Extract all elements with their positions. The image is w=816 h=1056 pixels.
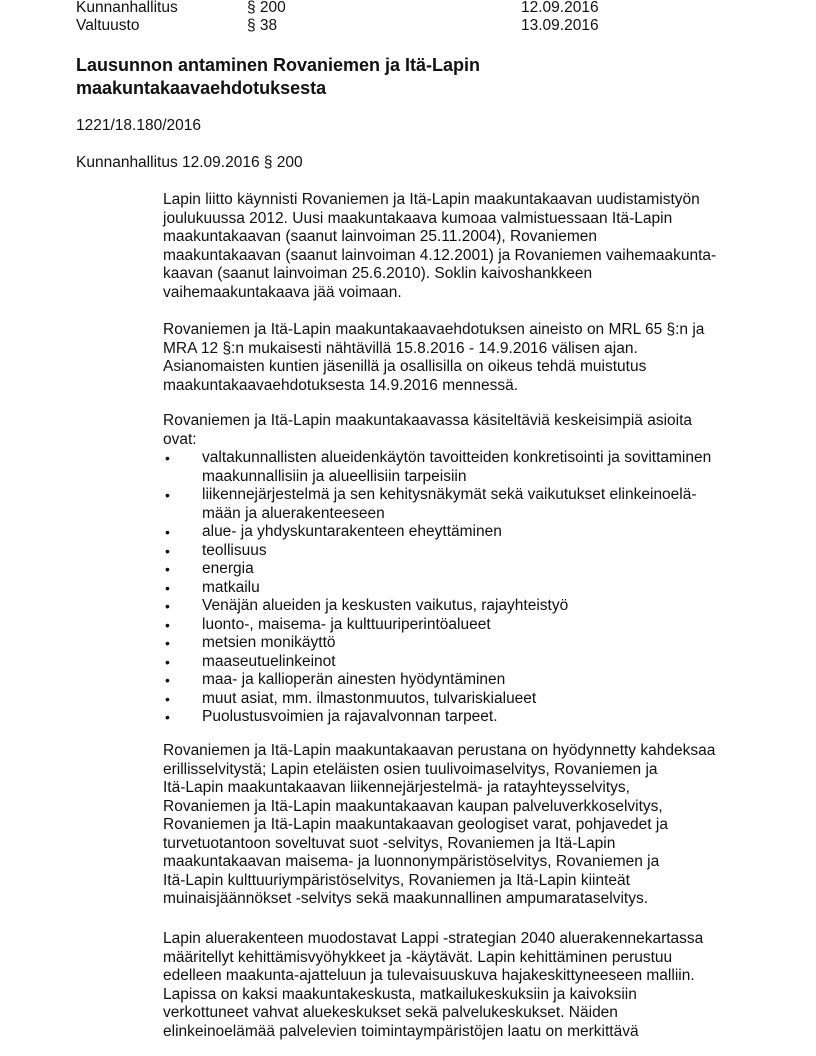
meeting-reference: Kunnanhallitus 12.09.2016 § 200 bbox=[76, 154, 303, 171]
list-item bbox=[163, 560, 711, 579]
text-line: kaavan (saanut lainvoiman 25.6.2010). Soklin kaivoshankkeen bbox=[163, 265, 593, 282]
list-item bbox=[163, 486, 711, 523]
bullet-icon: • bbox=[165, 561, 170, 577]
text-line: Lapissa on kaksi maakuntakeskusta, matkailukeskuksiin ja kaivoksiin bbox=[163, 985, 637, 1003]
header-body: Kunnanhallitus bbox=[76, 0, 178, 16]
list-item-line: liikennejärjestelmä ja sen kehitysnäkymät sekä vaikutukset elinkeinoelä- bbox=[202, 486, 697, 503]
header-section: § 200 bbox=[247, 0, 286, 16]
paragraph-4 bbox=[163, 742, 715, 909]
list-item-line: teollisuus bbox=[202, 541, 267, 559]
text-line: erillisselvitystä; Lapin eteläisten osien tuulivoimaselvitys, Rovaniemen ja bbox=[163, 760, 658, 778]
list-item-line: maakunnallisiin ja alueellisiin tarpeisiin bbox=[202, 467, 467, 485]
list-item-line: valtakunnallisten alueidenkäytön tavoitteiden konkretisointi ja sovittaminen bbox=[202, 449, 712, 466]
list-item bbox=[163, 671, 711, 690]
text-line: maakuntakaavan maisema- ja luonnonympäristöselvitys, Rovaniemen ja bbox=[163, 853, 660, 870]
text-line: Rovaniemen ja Itä-Lapin maakuntakaavan geologiset varat, pohjavedet ja bbox=[163, 816, 668, 833]
text-line: Rovaniemen ja Itä-Lapin maakuntakaavaehdotuksen aineisto on MRL 65 §:n ja bbox=[163, 321, 705, 338]
list-item-line: mään ja aluerakenteeseen bbox=[202, 504, 385, 522]
bullet-icon: • bbox=[165, 653, 170, 670]
text-line: elinkeinoelämää palvelevien toimintaympäristöjen laatu on merkittävä bbox=[163, 1022, 639, 1040]
text-line: verkottuneet vahvat aluekeskukset sekä palvelukeskukset. Näiden bbox=[163, 1004, 618, 1021]
header-body: Valtuusto bbox=[76, 17, 140, 34]
list-item bbox=[163, 690, 711, 709]
list-item-line: luonto-, maisema- ja kulttuuriperintöalueet bbox=[202, 615, 491, 633]
list-item-line: maa- ja kallioperän ainesten hyödyntäminen bbox=[202, 671, 506, 688]
bullet-icon: • bbox=[165, 450, 170, 466]
bullet-icon: • bbox=[165, 542, 170, 559]
text-line: Itä-Lapin maakuntakaavan liikennejärjestelmä- ja ratayhteysselvitys, bbox=[163, 779, 630, 796]
text-line: maakuntakaavan (saanut lainvoiman 4.12.2001) ja Rovaniemen vaihemaakunta- bbox=[163, 246, 717, 264]
bullet-icon: • bbox=[165, 709, 170, 725]
list-item-line: matkailu bbox=[202, 578, 260, 596]
text-line: edelleen maakunta-ajatteluun ja tulevaisuuskuva hajakeskittyneeseen malliin. bbox=[163, 967, 695, 984]
header-date: 12.09.2016 bbox=[521, 0, 599, 16]
bullet-icon: • bbox=[165, 635, 170, 651]
list-item-line: muut asiat, mm. ilmastonmuutos, tulvariskialueet bbox=[202, 689, 537, 707]
bullet-icon: • bbox=[165, 672, 170, 688]
list-item-line: energia bbox=[202, 560, 254, 577]
text-line: Lapin aluerakenteen muodostavat Lappi -strategian 2040 aluerakennekartassa bbox=[163, 930, 704, 947]
list-item bbox=[163, 634, 711, 653]
record-number: 1221/18.180/2016 bbox=[76, 117, 201, 134]
list-item bbox=[163, 616, 711, 635]
text-line: määritellyt kehittämisvyöhykkeet ja -käytävät. Lapin kehittäminen perustuu bbox=[163, 948, 673, 966]
bullet-icon: • bbox=[165, 524, 170, 540]
text-line: muinaisjäännökset -selvitys sekä maakunnallinen ampumarataselvitys. bbox=[163, 890, 649, 907]
header-section: § 38 bbox=[247, 17, 278, 34]
list-item bbox=[163, 542, 711, 561]
title-line: Lausunnon antaminen Rovaniemen ja Itä-Lapin bbox=[76, 55, 481, 75]
list-item bbox=[163, 579, 711, 598]
text-line: Rovaniemen ja Itä-Lapin maakuntakaavan kaupan palveluverkkoselvitys, bbox=[163, 797, 663, 815]
text-line: Rovaniemen ja Itä-Lapin maakuntakaavan perustana on hyödynnetty kahdeksaa bbox=[163, 742, 716, 759]
list-item bbox=[163, 597, 711, 616]
document-title bbox=[76, 54, 480, 100]
text-line: joulukuussa 2012. Uusi maakuntakaava kumoaa valmistuessaan Itä-Lapin bbox=[163, 209, 673, 227]
paragraph-3 bbox=[163, 412, 692, 449]
bullet-icon: • bbox=[165, 579, 170, 596]
text-line: Lapin liitto käynnisti Rovaniemen ja Itä-Lapin maakuntakaavan uudistamistyön bbox=[163, 191, 700, 208]
list-item bbox=[163, 708, 711, 727]
bullet-icon: • bbox=[165, 616, 170, 633]
text-line: Asianomaisten kuntien jäsenillä ja osallisilla on oikeus tehdä muistutus bbox=[163, 358, 647, 375]
bullet-icon: • bbox=[165, 690, 170, 707]
text-line: maakuntakaavaehdotuksesta 14.9.2016 mennessä. bbox=[163, 376, 519, 394]
list-item-line: alue- ja yhdyskuntarakenteen eheyttäminen bbox=[202, 523, 502, 540]
title-line: maakuntakaavaehdotuksesta bbox=[76, 78, 327, 98]
bullet-icon: • bbox=[165, 487, 170, 503]
list-item bbox=[163, 449, 711, 486]
text-line: Rovaniemen ja Itä-Lapin maakuntakaavassa käsiteltäviä keskeisimpiä asioita bbox=[163, 412, 692, 429]
list-item-line: Venäjän alueiden ja keskusten vaikutus, rajayhteistyö bbox=[202, 597, 569, 614]
paragraph-5 bbox=[163, 930, 703, 1041]
text-line: Itä-Lapin kulttuuriympäristöselvitys, Rovaniemen ja Itä-Lapin kiinteät bbox=[163, 871, 630, 889]
paragraph-2 bbox=[163, 321, 704, 395]
paragraph-1 bbox=[163, 191, 716, 302]
text-line: maakuntakaavan (saanut lainvoiman 25.11.2004), Rovaniemen bbox=[163, 228, 597, 245]
list-item bbox=[163, 523, 711, 542]
text-line: vaihemaakuntakaava jää voimaan. bbox=[163, 283, 402, 301]
bullet-icon: • bbox=[165, 598, 170, 614]
topic-list bbox=[163, 449, 711, 727]
list-item-line: maaseutuelinkeinot bbox=[202, 652, 336, 670]
text-line: turvetuotantoon soveltuvat suot -selvitys, Rovaniemen ja Itä-Lapin bbox=[163, 834, 616, 852]
header-date: 13.09.2016 bbox=[521, 17, 599, 34]
list-item-line: Puolustusvoimien ja rajavalvonnan tarpeet. bbox=[202, 708, 498, 725]
list-item-line: metsien monikäyttö bbox=[202, 634, 336, 651]
text-line: ovat: bbox=[163, 430, 197, 448]
text-line: MRA 12 §:n mukaisesti nähtävillä 15.8.2016 - 14.9.2016 välisen ajan. bbox=[163, 339, 638, 357]
list-item bbox=[163, 653, 711, 672]
